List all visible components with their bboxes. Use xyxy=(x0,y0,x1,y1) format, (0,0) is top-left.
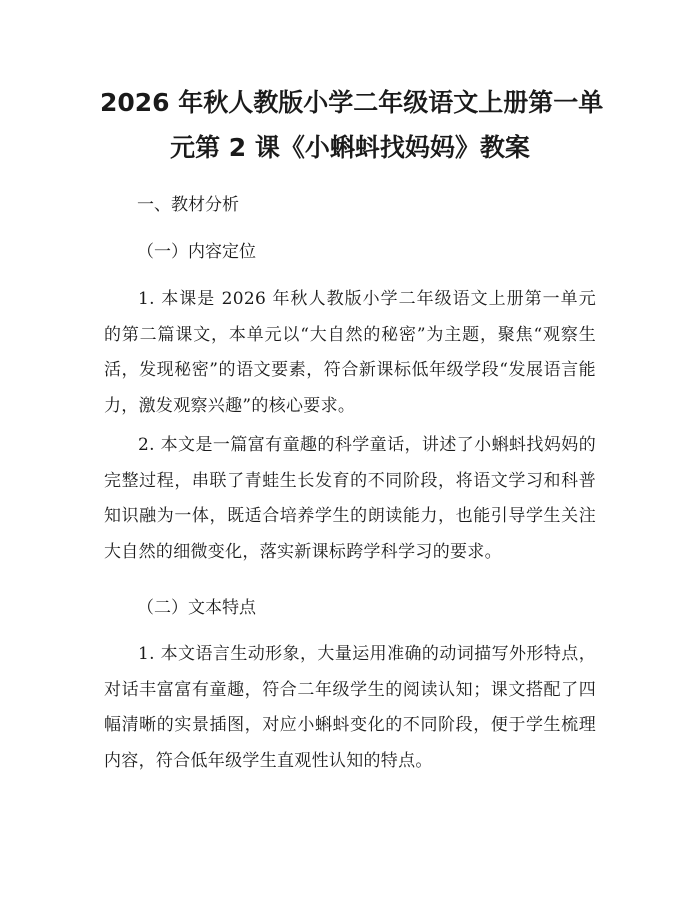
subsection-heading-content-positioning: （一）内容定位 xyxy=(137,242,256,262)
document-title-line-2: 元第 2 课《小蝌蚪找妈妈》教案 xyxy=(170,133,530,162)
subsection-heading-text-features: （二）文本特点 xyxy=(137,598,256,618)
document-title-line-1: 2026 年秋人教版小学二年级语文上册第一单 xyxy=(100,88,604,117)
paragraph-content-positioning-1: 1. 本课是 2026 年秋人教版小学二年级语文上册第一单元的第二篇课文，本单元以“大自然的秘密”为主题，聚焦“观察生活，发现秘密”的语文要素，符合新课标低年级学段“发展语言能力，激发观察兴趣”的核心要求。 xyxy=(104,289,596,416)
section-heading-textbook-analysis: 一、教材分析 xyxy=(137,195,239,215)
paragraph-content-positioning-2: 2. 本文是一篇富有童趣的科学童话，讲述了小蝌蚪找妈妈的完整过程，串联了青蛙生长发育的不同阶段，将语文学习和科普知识融为一体，既适合培养学生的朗读能力，也能引导学生关注大自然的细微变化，落实新课标跨学科学习的要求。 xyxy=(104,435,596,562)
paragraph-text-features-1: 1. 本文语言生动形象，大量运用准确的动词描写外形特点，对话丰富富有童趣，符合二年级学生的阅读认知；课文搭配了四幅清晰的实景插图，对应小蝌蚪变化的不同阶段，便于学生梳理内容，符合低年级学生直观性认知的特点。 xyxy=(104,644,596,771)
